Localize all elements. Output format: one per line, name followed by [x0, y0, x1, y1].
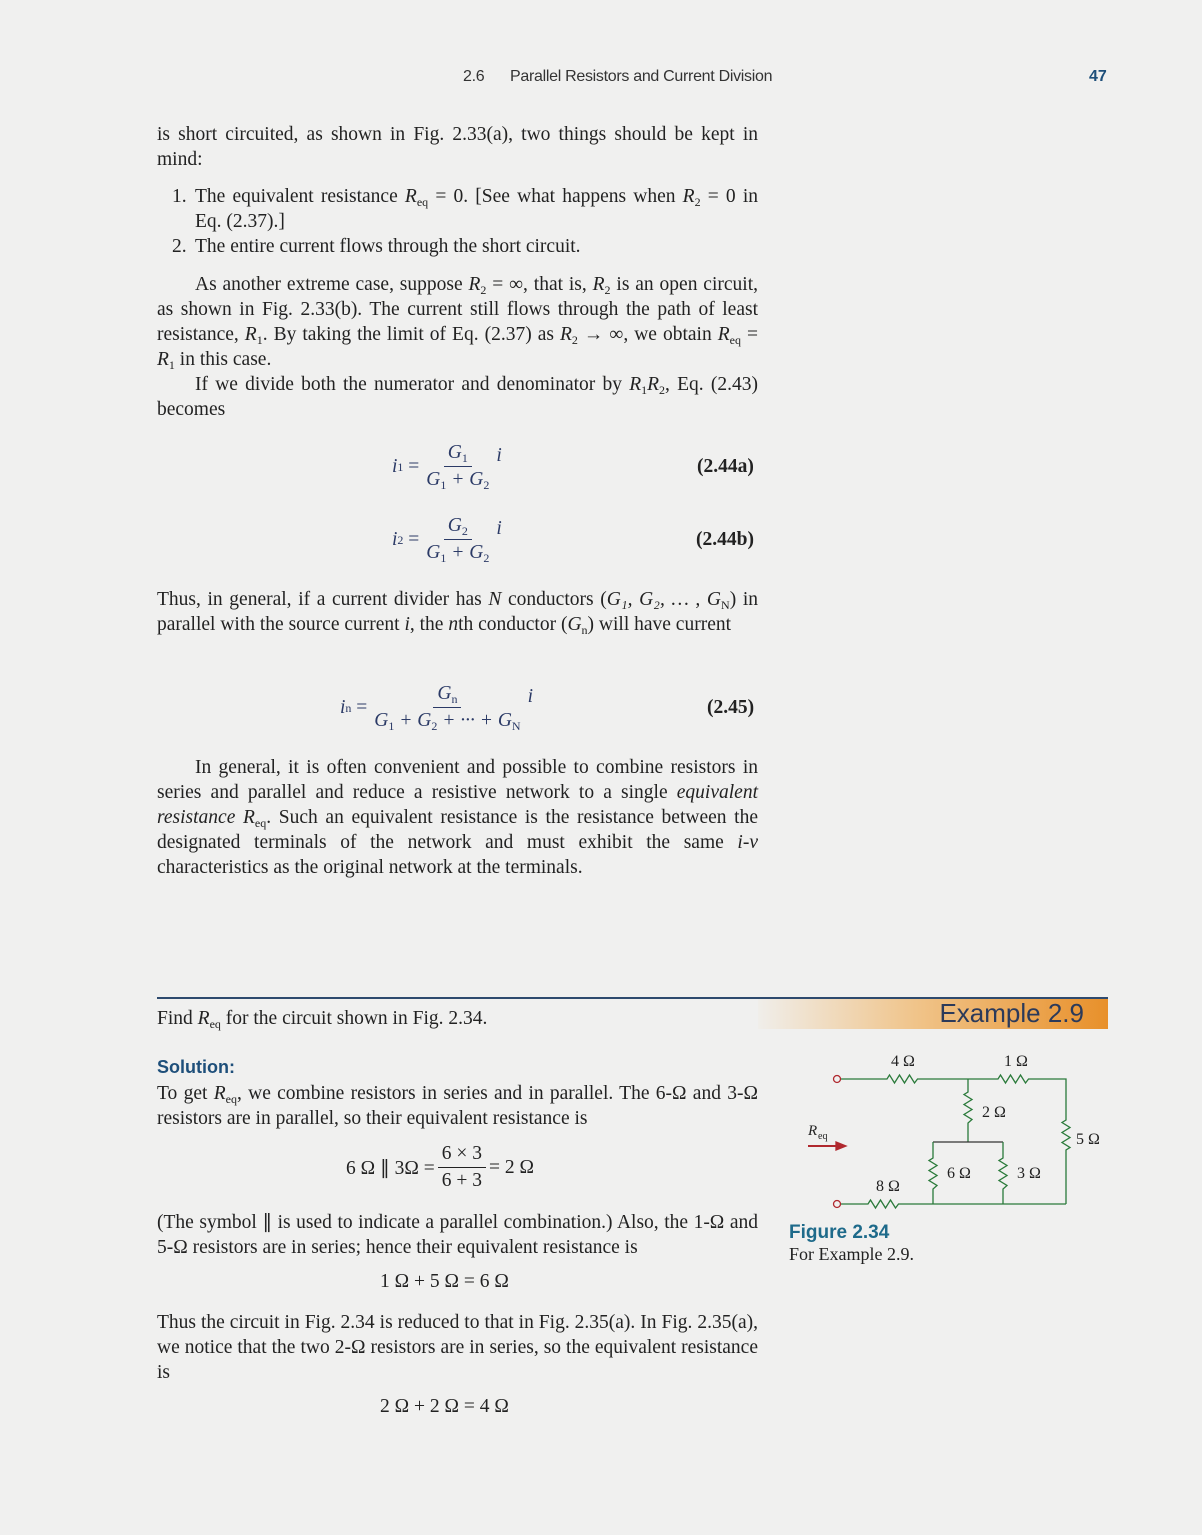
math: 2	[480, 283, 487, 297]
math: N	[721, 598, 730, 612]
label-req: R	[808, 1123, 818, 1139]
figure-caption-text: For Example 2.9.	[789, 1244, 914, 1264]
math: 1	[256, 333, 263, 347]
text: , the	[409, 614, 449, 635]
math: G	[567, 614, 582, 635]
equation-number: (2.44b)	[696, 529, 754, 550]
text: for the circuit shown in Fig. 2.34.	[220, 1008, 488, 1029]
text: Thus, in general, if a current divider has	[157, 589, 489, 610]
math: i	[340, 696, 346, 718]
equation-number: (2.44a)	[697, 456, 754, 477]
math: N	[511, 719, 521, 733]
math: 1	[168, 358, 175, 372]
math: eq	[254, 816, 267, 830]
running-header-title: Parallel Resistors and Current Division	[510, 68, 773, 85]
text: = 0 in Eq. (2.37).]	[195, 186, 759, 232]
label-req-sub: eq	[818, 1131, 828, 1142]
math: i	[527, 685, 534, 707]
math: eq	[729, 333, 741, 347]
math: i	[496, 517, 502, 539]
terminal-top	[834, 1076, 841, 1083]
text: =	[740, 324, 758, 345]
math: R	[717, 324, 730, 345]
label-1-ohm: 1 Ω	[1004, 1053, 1028, 1070]
math: 2	[461, 524, 468, 538]
math: R	[629, 374, 642, 395]
math: R	[592, 274, 605, 295]
text: , we combine resistors in series and in parallel. The 6-Ω and 3-Ω resistors are in parallel, so their equivalent resistance is	[157, 1083, 758, 1129]
math: + ··· + G	[437, 710, 512, 731]
text: is an open circuit, as shown in Fig. 2.33(b). The current still flows through the path of least resistance,	[157, 274, 758, 345]
math: = 2 Ω	[488, 1156, 534, 1178]
equation-2-44b: i 2 = $\frac{G_2}{G_1 + G_2}$ i	[392, 515, 502, 565]
math: n	[581, 623, 588, 637]
math: G	[374, 710, 389, 731]
text: → ∞, we obtain	[577, 324, 718, 345]
math: eq	[416, 195, 429, 209]
math: G	[447, 442, 462, 463]
math: 2	[483, 551, 490, 565]
math: 2	[431, 719, 438, 733]
math: 1	[461, 451, 468, 465]
math: G	[426, 469, 441, 490]
resistor-2-ohm	[964, 1079, 972, 1142]
text: Find	[157, 1008, 198, 1029]
terminal-bottom	[834, 1201, 841, 1208]
text: As another extreme case, suppose	[195, 274, 469, 295]
resistor-3-ohm	[999, 1142, 1007, 1204]
math: R	[197, 1008, 210, 1029]
math: R	[682, 186, 695, 207]
math: G	[426, 542, 441, 563]
math: 1	[388, 719, 395, 733]
label-6-ohm: 6 Ω	[947, 1165, 971, 1182]
list-number: 1.	[172, 186, 187, 207]
math: i	[392, 455, 398, 477]
math: R	[647, 374, 660, 395]
math: 6 × 3	[438, 1143, 486, 1168]
equation-series: 2 Ω + 2 Ω = 4 Ω	[380, 1396, 509, 1417]
math: 2	[694, 195, 701, 209]
math: 1	[440, 551, 447, 565]
math: R	[244, 324, 257, 345]
text: ) will have current	[587, 614, 732, 635]
math: 2	[483, 478, 490, 492]
resistor-8-ohm-wire	[841, 1200, 1066, 1208]
math: 1	[641, 383, 648, 397]
math: 2	[571, 333, 578, 347]
math: N	[488, 589, 502, 610]
math: R	[243, 807, 255, 828]
math: G	[447, 515, 462, 536]
label-4-ohm: 4 Ω	[891, 1053, 915, 1070]
text: , Eq. (2.43) becomes	[157, 374, 758, 420]
text: In general, it is often convenient and possible to combine resistors in series and parallel and reduce a resistive network to a single	[157, 757, 758, 803]
math: G₁, G₂, … , G	[606, 589, 722, 610]
text: = 0. [See what happens when	[435, 186, 683, 207]
math: + G	[446, 542, 484, 563]
math: eq	[225, 1092, 237, 1106]
math: R	[213, 1083, 226, 1104]
math: n	[451, 692, 458, 706]
equation-2-45: i n = $\frac{G_n}{G_1 + G_2 + \cdot\cdot\cdot + G_N}$ i	[340, 683, 534, 733]
math: + G	[394, 710, 432, 731]
text: If we divide both the numerator and denominator by	[195, 374, 630, 395]
text: th conductor (	[458, 614, 568, 635]
math: i	[496, 444, 502, 466]
text: = ∞, that is,	[486, 274, 593, 295]
label-2-ohm: 2 Ω	[982, 1104, 1006, 1121]
text: To get	[157, 1083, 214, 1104]
math: i-v	[737, 832, 758, 853]
text: in this case.	[174, 349, 272, 370]
resistor-6-ohm	[929, 1142, 937, 1204]
solution-heading: Solution:	[157, 1057, 235, 1077]
example-label: Example 2.9	[939, 998, 1084, 1028]
math: 6 Ω ∥ 3Ω =	[346, 1157, 435, 1179]
paragraph: Thus the circuit in Fig. 2.34 is reduced to that in Fig. 2.35(a). In Fig. 2.35(a), we notice that the two 2-Ω resistors are in series, so the equivalent resistance is	[157, 1312, 758, 1383]
math: G	[437, 683, 452, 704]
page-number: 47	[1089, 68, 1107, 85]
emphasis: equivalent resistance	[157, 782, 758, 828]
math: i	[392, 528, 398, 550]
text: conductors (	[501, 589, 607, 610]
math: 2	[604, 283, 611, 297]
text: The equivalent resistance	[195, 186, 405, 207]
text: ) in parallel with the source current	[157, 589, 758, 635]
math: i	[404, 614, 410, 635]
figure-caption-title: Figure 2.34	[789, 1222, 890, 1243]
arrowhead-icon	[836, 1142, 846, 1150]
math: eq	[209, 1017, 221, 1031]
math: + G	[446, 469, 484, 490]
math: R	[468, 274, 481, 295]
section-number: 2.6	[463, 68, 485, 85]
text: The entire current flows through the short circuit.	[195, 236, 581, 257]
equation-2-44a: i 1 = $\frac{G_1}{G_1 + G_2}$ i	[392, 442, 502, 492]
list-number: 2.	[172, 236, 187, 257]
equation-series: 1 Ω + 5 Ω = 6 Ω	[380, 1271, 509, 1292]
math: R	[559, 324, 572, 345]
text: . By taking the limit of Eq. (2.37) as	[262, 324, 560, 345]
label-3-ohm: 3 Ω	[1017, 1165, 1041, 1182]
math: 2	[659, 383, 666, 397]
paragraph: is short circuited, as shown in Fig. 2.33(a), two things should be kept in mind:	[157, 124, 758, 170]
equation-number: (2.45)	[707, 697, 755, 718]
math: n	[448, 614, 459, 635]
math: R	[404, 186, 417, 207]
label-5-ohm: 5 Ω	[1076, 1131, 1100, 1148]
text: characteristics as the original network at the terminals.	[157, 857, 583, 878]
paragraph: (The symbol ∥ is used to indicate a parallel combination.) Also, the 1-Ω and 5-Ω resistors are in series; hence their equivalent resistance is	[157, 1212, 758, 1258]
math: 6 + 3	[441, 1170, 482, 1191]
math: R	[157, 349, 169, 370]
text: . Such an equivalent resistance is the resistance between the designated terminals of the network and must exhibit the same	[157, 807, 758, 853]
math: 1	[440, 478, 447, 492]
label-8-ohm: 8 Ω	[876, 1178, 900, 1195]
